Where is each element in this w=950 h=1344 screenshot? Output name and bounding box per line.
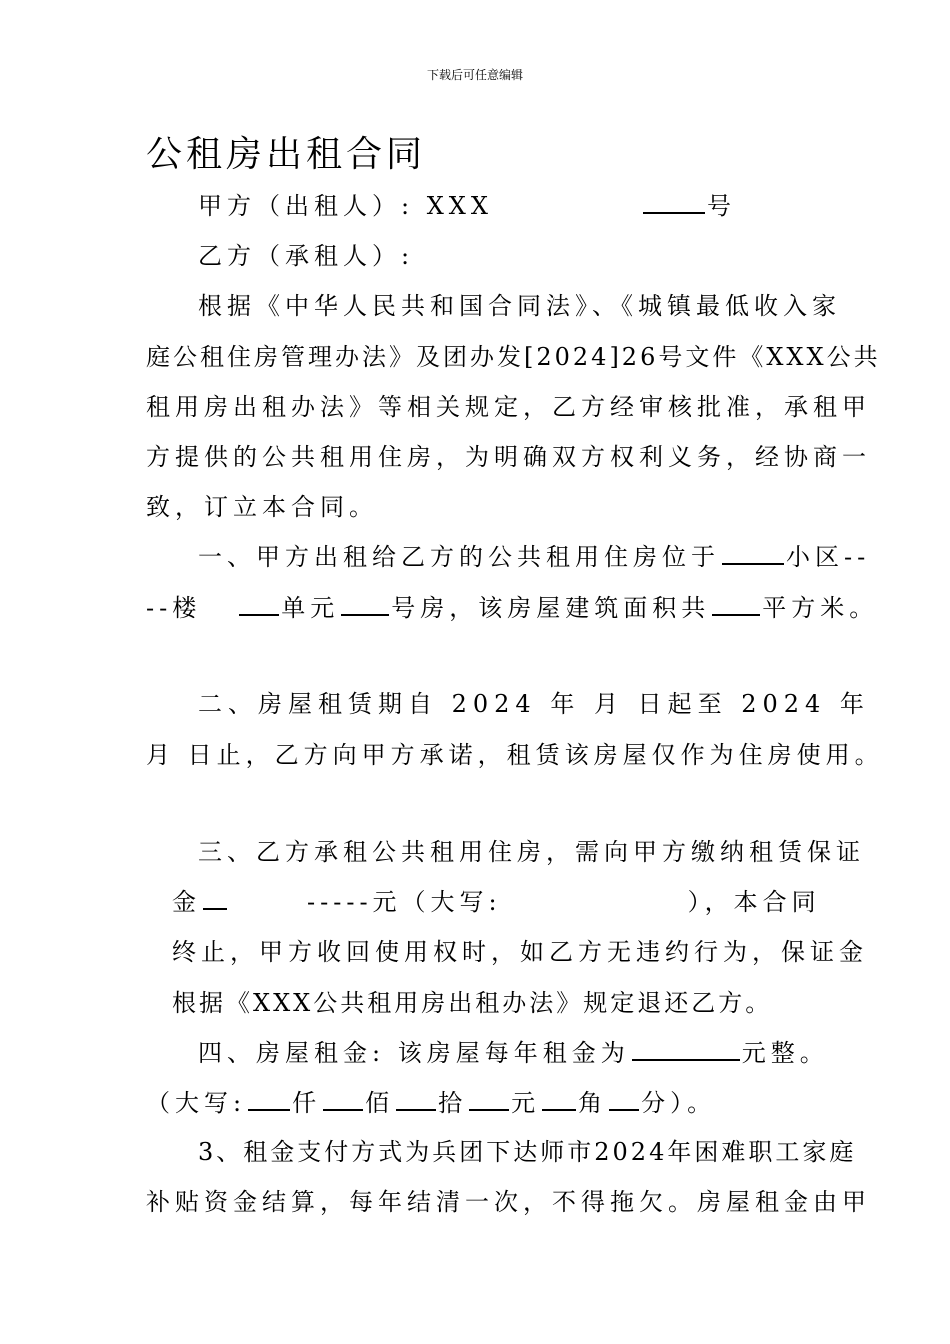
unit-hundred: 佰 [365, 1089, 395, 1117]
unit-ten: 拾 [438, 1089, 468, 1117]
article-5-line-1: 3、租金支付方式为兵团下达师市2024年困难职工家庭 [198, 1138, 857, 1166]
preamble-line-5: 致，订立本合同。 [146, 493, 378, 521]
party-b-line: 乙方（承租人）: [198, 242, 415, 270]
article-2-line-1: 二、房屋租赁期自 2024 年 月 日起至 2024 年 [198, 690, 870, 718]
article-4-line-1 [198, 1033, 829, 1068]
article-3-line-4: 根据《XXX公共租用房出租办法》规定退还乙方。 [172, 989, 773, 1017]
blank-community [722, 543, 784, 565]
blank-deposit [203, 888, 227, 910]
document-title: 公租房出租合同 [146, 134, 427, 175]
article-3-line-1: 三、乙方承租公共租用住房，需向甲方缴纳租赁保证 [198, 838, 865, 866]
article-2-line-2: 月 日止，乙方向甲方承诺，租赁该房屋仅作为住房使用。 [146, 741, 884, 769]
party-a-line [198, 186, 736, 221]
article-4-rent: 四、房屋租金: 该房屋每年租金为 [198, 1039, 630, 1067]
blank-number [643, 192, 705, 214]
page-header-note: 下载后可任意编辑 [426, 68, 523, 82]
article-3-end: ），本合同 [687, 888, 821, 916]
blank-ten [396, 1089, 436, 1111]
preamble-line-1: 根据《中华人民共和国合同法》、《城镇最低收入家 [198, 292, 841, 320]
article-1-line-1 [198, 537, 870, 572]
article-1-sqm: 平方米。 [762, 594, 879, 622]
article-1-area-text: 号房，该房屋建筑面积共 [391, 594, 711, 622]
blank-fen [609, 1089, 639, 1111]
preamble-line-4: 方提供的公共租用住房，为明确双方权利义务，经协商一 [146, 443, 871, 471]
article-3-yuan: -----元（大写: [307, 888, 502, 916]
blank-yuan [469, 1089, 509, 1111]
blank-room [341, 594, 389, 616]
preamble-line-2: 庭公租住房管理办法》及团办发[2024]26号文件《XXX公共 [146, 343, 881, 371]
unit-thousand: 仟 [292, 1089, 322, 1117]
article-3-line-2 [172, 882, 821, 917]
article-5-line-2: 补贴资金结算，每年结清一次，不得拖欠。房屋租金由甲 [146, 1188, 871, 1216]
article-3-line-3: 终止，甲方收回使用权时，如乙方无违约行为，保证金 [172, 938, 868, 966]
article-3-deposit: 金 [172, 888, 201, 916]
party-a-label: 甲方（出租人）: XXX [198, 192, 493, 220]
article-1-building: --楼 [146, 594, 202, 622]
article-1-community: 小区-- [786, 543, 871, 571]
blank-thousand [248, 1089, 290, 1111]
party-a-suffix: 号 [706, 192, 736, 220]
unit-fen: 分）。 [641, 1089, 717, 1117]
blank-jiao [542, 1089, 576, 1111]
capital-label: （大写: [146, 1089, 247, 1117]
article-4-yuan: 元整。 [741, 1039, 829, 1067]
article-1-unit: 单元 [281, 594, 340, 622]
blank-hundred [323, 1089, 363, 1111]
preamble-line-3: 租用房出租办法》等相关规定，乙方经审核批准，承租甲 [146, 393, 871, 421]
article-4-line-2 [146, 1083, 716, 1118]
article-1-line-2 [146, 588, 878, 623]
unit-yuan: 元 [511, 1089, 541, 1117]
unit-jiao: 角 [578, 1089, 608, 1117]
blank-area [712, 594, 760, 616]
blank-rent [632, 1039, 740, 1061]
blank-unit [239, 594, 279, 616]
article-1-text: 一、甲方出租给乙方的公共租用住房位于 [198, 543, 720, 571]
